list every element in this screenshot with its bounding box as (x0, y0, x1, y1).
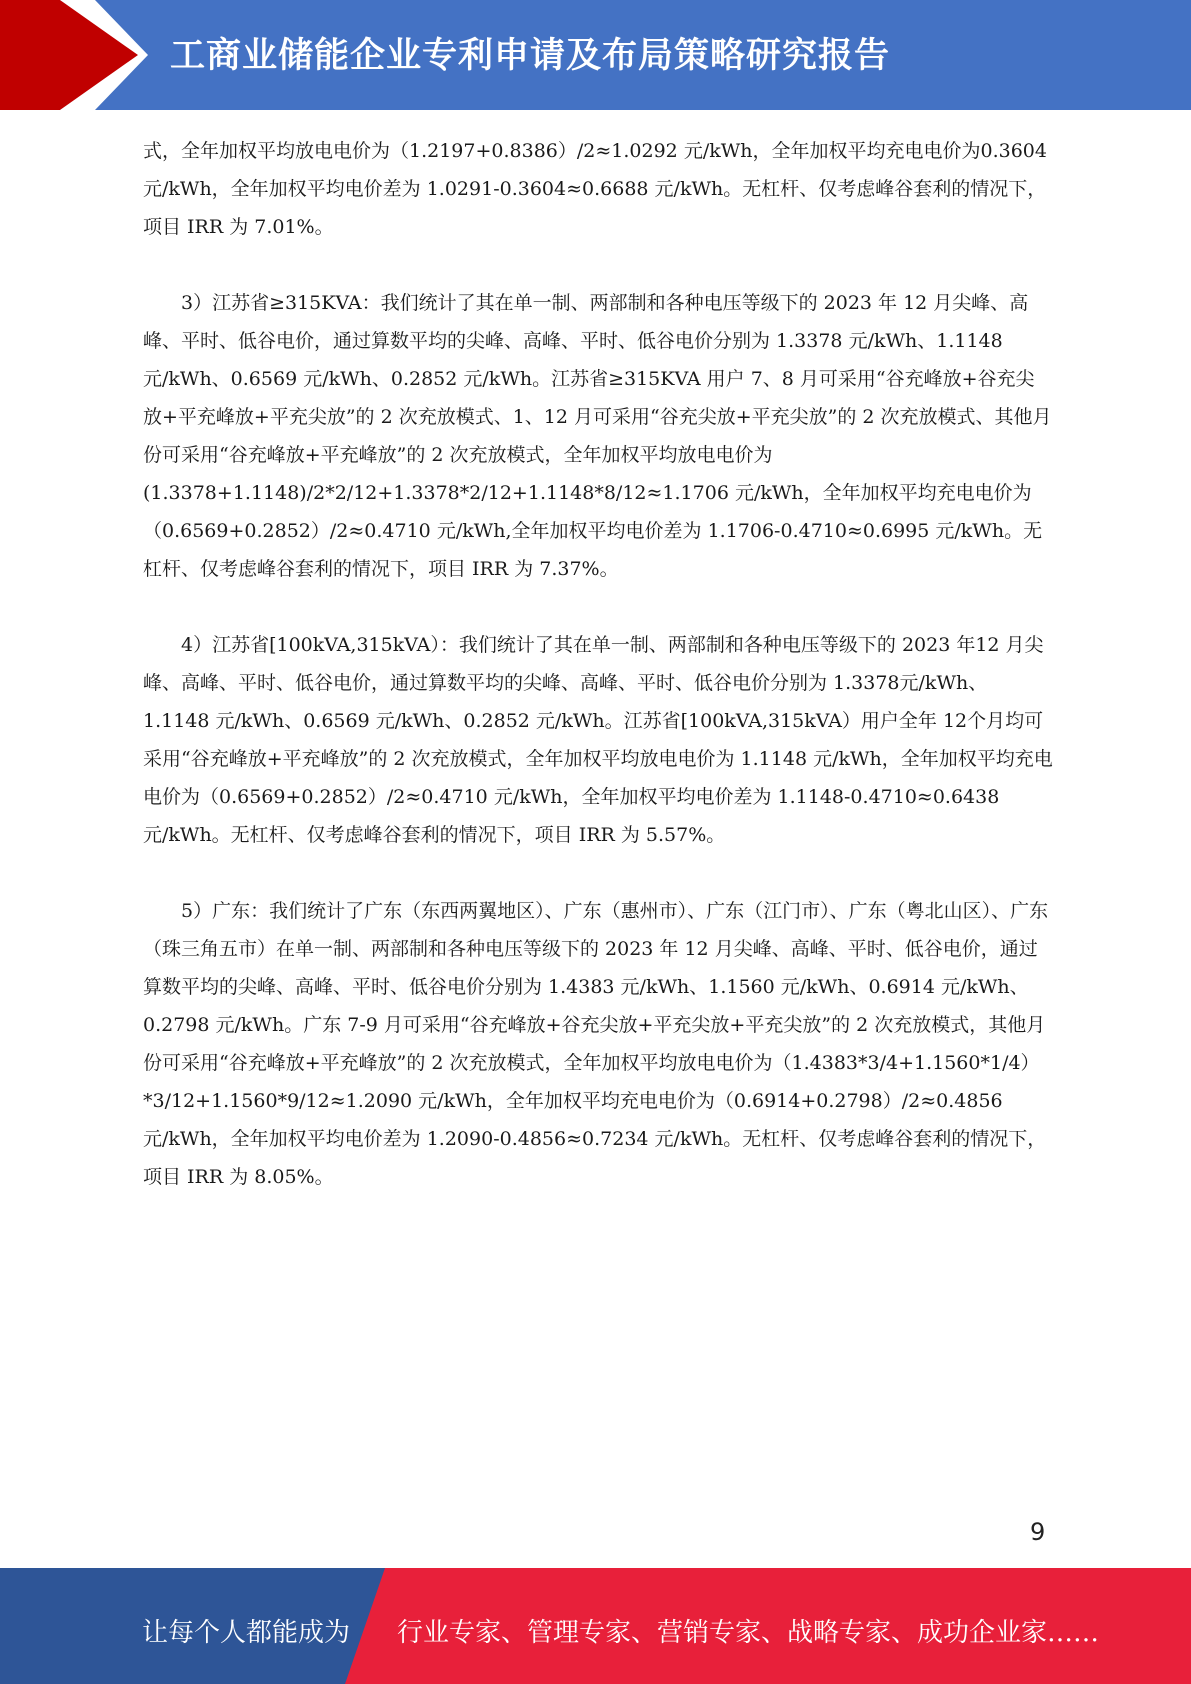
page-footer (0, 1568, 1191, 1684)
paragraph-jiangsu-100-315kva: 4）江苏省[100kVA,315kVA）：我们统计了其在单一制、两部制和各种电压等级下的 2023 年12 月尖峰、高峰、平时、低谷电价，通过算数平均的尖峰、高峰、平时、低谷电价分别为 1.3378元/kWh、1.1148 元/kWh、0.6569 元/kWh、0.2852 元/kWh。江苏省[100kVA,315kVA）用户全年 12个月均可采用“谷充峰放+平充峰放”的 2 次充放模式，全年加权平均放电电价为 1.1148 元/kWh，全年加权平均充电电价为（0.6569+0.2852）/2≈0.4710 元/kWh，全年加权平均电价差为 1.1148-0.4710≈0.6438 元/kWh。无杠杆、仅考虑峰谷套利的情况下，项目 IRR 为 5.57%。 (143, 634, 1053, 846)
footer-slogan-left: 让每个人都能成为 (142, 1618, 351, 1648)
page-number: 9 (1030, 1518, 1046, 1546)
body-text (143, 132, 1053, 1234)
footer-slogan-right: 行业专家、管理专家、营销专家、战略专家、成功企业家…… (397, 1618, 1100, 1648)
paragraph-continuation: 式，全年加权平均放电电价为（1.2197+0.8386）/2≈1.0292 元/kWh，全年加权平均充电电价为0.3604 元/kWh，全年加权平均电价差为 1.0291-0.3604≈0.6688 元/kWh。无杠杆、仅考虑峰谷套利的情况下，项目 IRR 为 7.01%。 (143, 140, 1054, 238)
paragraph-jiangsu-315kva: 3）江苏省≥315KVA：我们统计了其在单一制、两部制和各种电压等级下的 2023 年 12 月尖峰、高峰、平时、低谷电价，通过算数平均的尖峰、高峰、平时、低谷电价分别为 1.3378 元/kWh、1.1148 元/kWh、0.6569 元/kWh、0.2852 元/kWh。江苏省≥315KVA 用户 7、8 月可采用“谷充峰放+谷充尖放+平充峰放+平充尖放”的 2 次充放模式、1、12 月可采用“谷充尖放+平充尖放”的 2 次充放模式、其他月份可采用“谷充峰放+平充峰放”的 2 次充放模式，全年加权平均放电电价为(1.3378+1.1148)/2*2/12+1.3378*2/12+1.1148*8/12≈1.1706 元/kWh，全年加权平均充电电价为（0.6569+0.2852）/2≈0.4710 元/kWh,全年加权平均电价差为 1.1706-0.4710≈0.6995 元/kWh。无杠杆、仅考虑峰谷套利的情况下，项目 IRR 为 7.37%。 (143, 292, 1052, 580)
report-title: 工商业储能企业专利申请及布局策略研究报告 (170, 36, 891, 76)
paragraph-guangdong: 5）广东：我们统计了广东（东西两翼地区）、广东（惠州市）、广东（江门市）、广东（粤北山区）、广东（珠三角五市）在单一制、两部制和各种电压等级下的 2023 年 12 月尖峰、高峰、平时、低谷电价，通过算数平均的尖峰、高峰、平时、低谷电价分别为 1.4383 元/kWh、1.1560 元/kWh、0.6914 元/kWh、0.2798 元/kWh。广东 7-9 月可采用“谷充峰放+谷充尖放+平充尖放+平充尖放”的 2 次充放模式，其他月份可采用“谷充峰放+平充峰放”的 2 次充放模式，全年加权平均放电电价为（1.4383*3/4+1.1560*1/4）*3/12+1.1560*9/12≈1.2090 元/kWh，全年加权平均充电电价为（0.6914+0.2798）/2≈0.4856 元/kWh，全年加权平均电价差为 1.2090-0.4856≈0.7234 元/kWh。无杠杆、仅考虑峰谷套利的情况下，项目 IRR 为 8.05%。 (143, 900, 1049, 1188)
page-header (0, 0, 1191, 110)
header-chevron-decoration (0, 0, 160, 110)
